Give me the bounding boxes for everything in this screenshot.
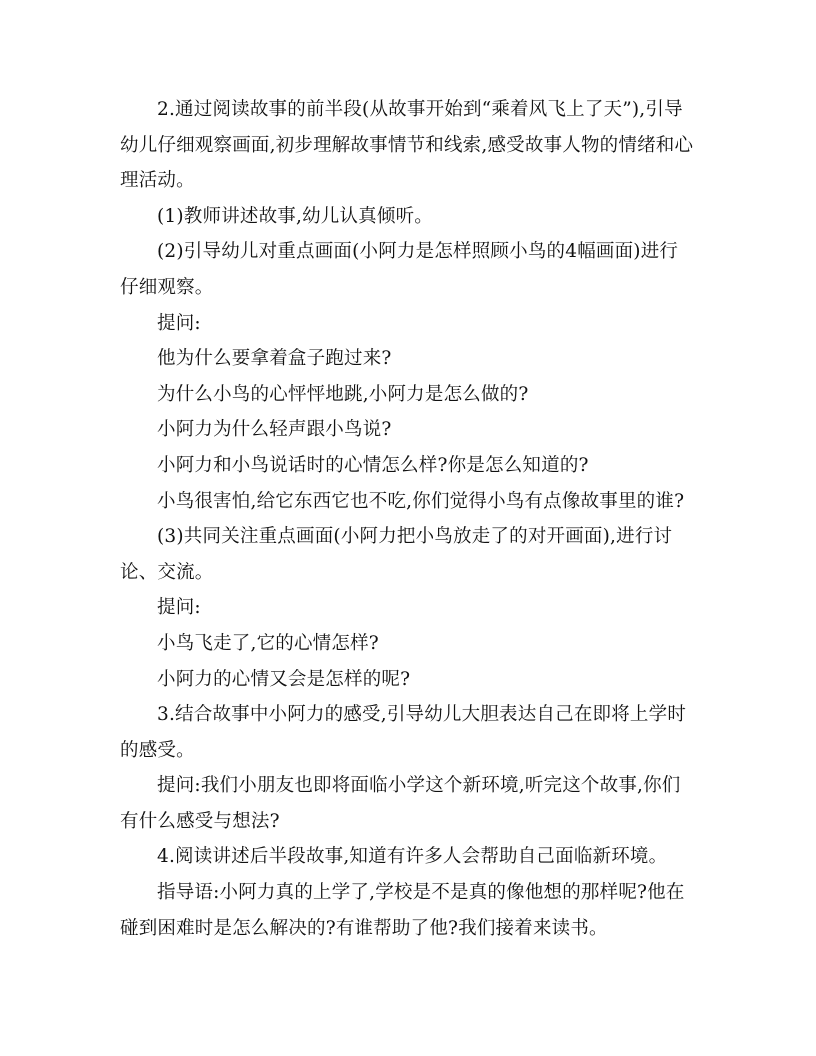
- paragraph-question: 小鸟很害怕,给它东西它也不吃,你们觉得小鸟有点像故事里的谁?: [157, 490, 685, 512]
- paragraph-question: 小鸟飞走了,它的心情怎样?: [157, 632, 379, 654]
- paragraph-step-2-3: (3)共同关注重点画面(小阿力把小鸟放走了的对开画面),进行讨论、交流。: [120, 526, 673, 583]
- paragraph-step-2: 2.通过阅读故事的前半段(从故事开始到“乘着风飞上了天”),引导幼儿仔细观察画面,初步理解故事情节和线索,感受故事人物的情绪和心理活动。: [120, 99, 694, 192]
- paragraph-question: 为什么小鸟的心怦怦地跳,小阿力是怎么做的?: [157, 383, 529, 405]
- paragraph-step-4-guidance: 指导语:小阿力真的上学了,学校是不是真的像他想的那样呢?他在碰到困难时是怎么解决的?有谁帮助了他?我们接着来读书。: [120, 882, 685, 939]
- document-body: [120, 92, 696, 946]
- paragraph-step-3-question: 提问:我们小朋友也即将面临小学这个新环境,听完这个故事,你们有什么感受与想法?: [120, 775, 681, 832]
- paragraph-step-2-2: (2)引导幼儿对重点画面(小阿力是怎样照顾小鸟的4幅画面)进行仔细观察。: [120, 241, 679, 298]
- paragraph-question-label: 提问:: [157, 597, 201, 619]
- paragraph-question: 他为什么要拿着盒子跑过来?: [157, 348, 392, 370]
- paragraph-question: 小阿力为什么轻声跟小鸟说?: [157, 419, 392, 441]
- paragraph-step-3: 3.结合故事中小阿力的感受,引导幼儿大胆表达自己在即将上学时的感受。: [120, 704, 687, 761]
- paragraph-step-2-1: (1)教师讲述故事,幼儿认真倾听。: [157, 205, 433, 227]
- paragraph-question: 小阿力和小鸟说话时的心情怎么样?你是怎么知道的?: [157, 454, 589, 476]
- paragraph-step-4: 4.阅读讲述后半段故事,知道有许多人会帮助自己面临新环境。: [157, 846, 668, 868]
- paragraph-question: 小阿力的心情又会是怎样的呢?: [157, 668, 411, 690]
- paragraph-question-label: 提问:: [157, 312, 201, 334]
